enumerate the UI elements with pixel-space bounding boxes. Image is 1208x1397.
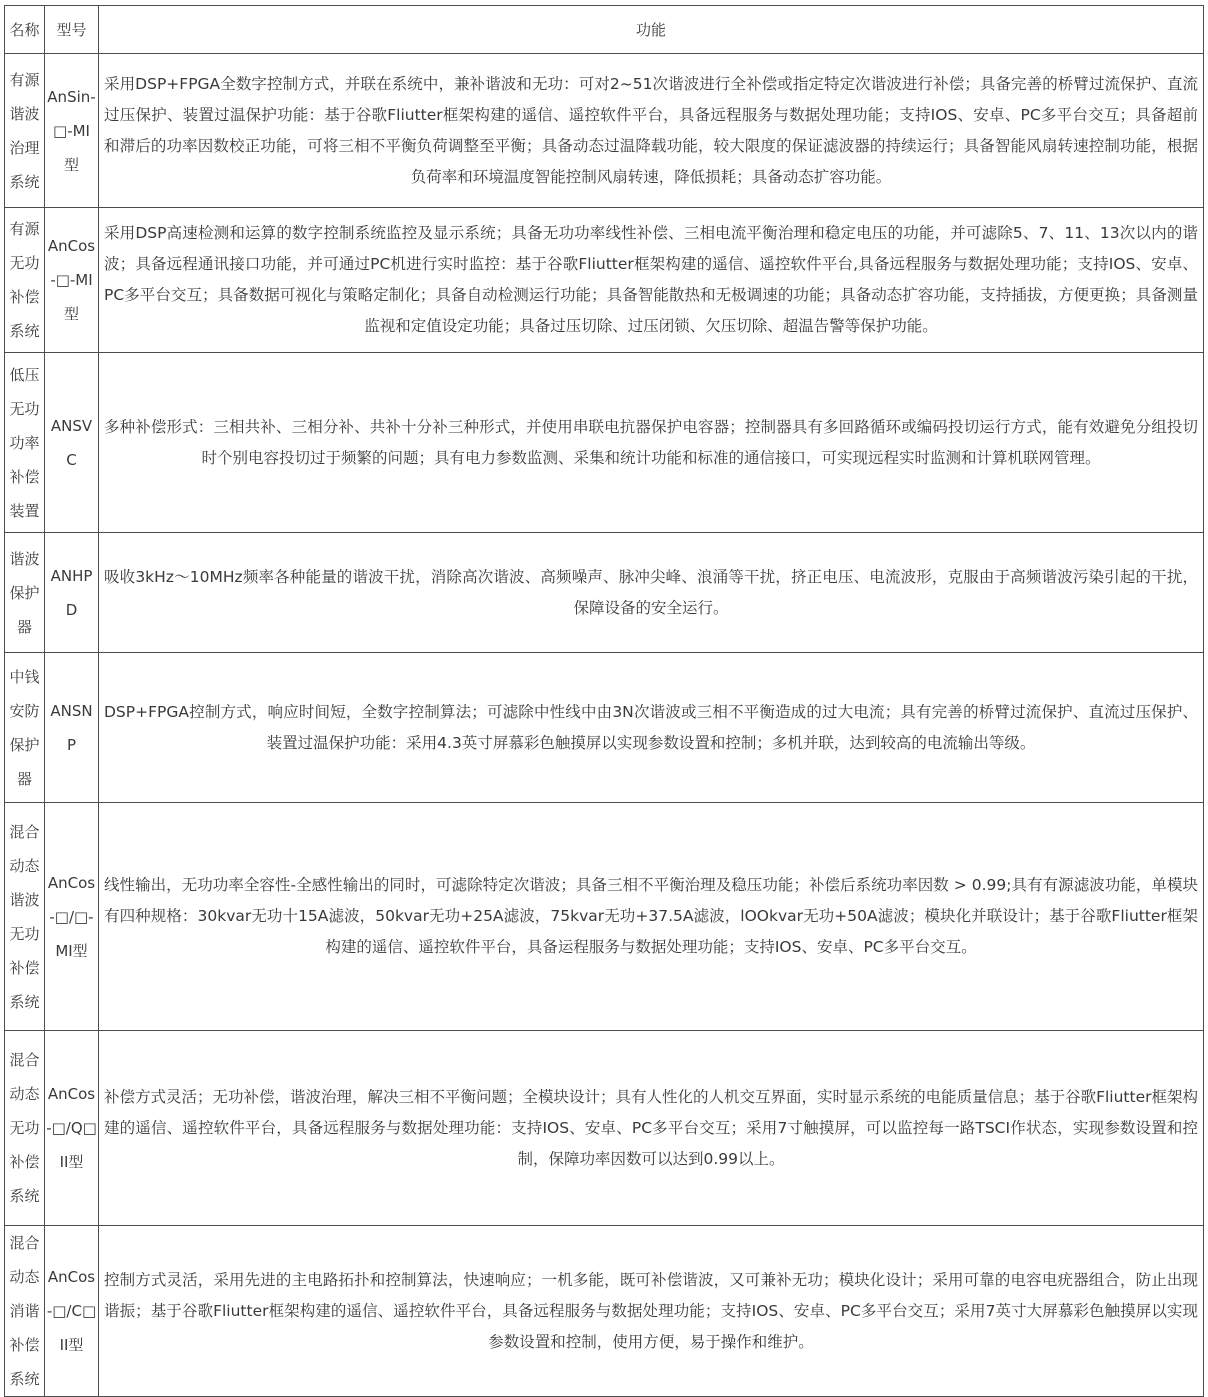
- product-function: 多种补偿形式：三相共补、三相分补、共补十分补三种形式，并使用串联电抗器保护电容器；控制器具有多回路循环或编码投切运行方式，能有效避免分组投切时个别电容投切过于频繁的问题；具有电力参数监测、采集和统计功能和标准的通信接口，可实现远程实时监测和计算机联网管理。: [99, 353, 1204, 533]
- header-model: 型号: [45, 6, 99, 54]
- table-row: [5, 653, 1204, 803]
- header-name: 名称: [5, 6, 45, 54]
- product-name: 有源无功补偿系统: [5, 208, 45, 353]
- table-row: [5, 1226, 1204, 1397]
- product-spec-table: [4, 5, 1204, 1397]
- product-name: 中钱安防保护器: [5, 653, 45, 803]
- product-model: AnCos-□/Q□II型: [45, 1031, 99, 1226]
- table-row: [5, 208, 1204, 353]
- product-model: AnCos-□-MI型: [45, 208, 99, 353]
- product-function: 补偿方式灵活；无功补偿，谐波治理，解决三相不平衡问题；全模块设计；具有人性化的人机交互界面，实时显示系统的电能质量信息；基于谷歌Fliutter框架构建的遥信、遥控软件平台，具备远程服务与数据处理功能：支持IOS、安卓、PC多平台交互；采用7寸触摸屏，可以监控每一路TSCI作状态，实现参数设置和控制，保障功率因数可以达到0.99以上。: [99, 1031, 1204, 1226]
- product-model: AnCos-□/□-MI型: [45, 803, 99, 1031]
- product-name: 有源谐波治理系统: [5, 54, 45, 208]
- table-row: [5, 54, 1204, 208]
- product-function: 线性输出，无功功率全容性-全感性输出的同时，可滤除特定次谐波；具备三相不平衡治理及稳压功能；补偿后系统功率因数 > 0.99;具有有源滤波功能，单模块有四种规格：30kvar无功十15A滤波，50kvar无功+25A滤波，75kvar无功+37.5A滤波，lOOkvar无功+50A滤波；模块化并联设计；基于谷歌Fliutter框架构建的遥信、遥控软件平台，具备运程服务与数据处理功能；支持IOS、安卓、PC多平台交互。: [99, 803, 1204, 1031]
- product-name: 混合动态谐波无功补偿系统: [5, 803, 45, 1031]
- product-function: 控制方式灵活，采用先进的主电路拓扑和控制算法，快速响应；一机多能，既可补偿谐波，又可兼补无功；模块化设计；采用可靠的电容电疣器组合，防止出现谐振；基于谷歌Fliutter框架构建的遥信、遥控软件平台，具备远程服务与数据处理功能；支持IOS、安卓、PC多平台交互；采用7英寸大屏慕彩色触摸屏以实现参数设置和控制，使用方便，易于操作和维护。: [99, 1226, 1204, 1397]
- product-model: ANHPD: [45, 533, 99, 653]
- product-function: 采用DSP+FPGA全数字控制方式，并联在系统中，兼补谐波和无功：可对2~51次谐波进行全补偿或指定特定次谐波进行补偿；具备完善的桥臂过流保护、直流过压保护、装置过温保护功能：基于谷歌Fliutter框架构建的遥信、遥控软件平台，具备远程服务与数据处理功能；支持IOS、安卓、PC多平台交互；具备超前和滞后的功率因数校正功能，可将三相不平衡负荷调整至平衡；具备动态过温降载功能，较大限度的保证滤波器的持续运行；具备智能风扇转速控制功能，根据负荷率和环境温度智能控制风扇转速，降低损耗；具备动态扩容功能。: [99, 54, 1204, 208]
- product-function: 采用DSP高速检测和运算的数字控制系统监控及显示系统；具备无功功率线性补偿、三相电流平衡治理和稳定电压的功能，并可滤除5、7、11、13次以内的谐波；具备远程通讯接口功能，并可通过PC机进行实时监控：基于谷歌Fliutter框架构建的遥信、遥控软件平台,具备远程服务与数据处理功能；支持IOS、安卓、PC多平台交互；具备数据可视化与策略定制化；具备自动检测运行功能；具备智能散热和无极调速的功能；具备动态扩容功能，支持插拔，方便更换；具备测量监视和定值设定功能；具备过压切除、过压闭锁、欠压切除、超温告警等保护功能。: [99, 208, 1204, 353]
- product-model: AnCos-□/C□II型: [45, 1226, 99, 1397]
- product-model: AnSin-□-MI型: [45, 54, 99, 208]
- header-function: 功能: [99, 6, 1204, 54]
- product-function: 吸收3kHz〜10MHz频率各种能量的谐波干扰，消除高次谐波、高频噪声、脉冲尖峰、浪涌等干扰，挤正电压、电流波形，克服由于高频谐波污染引起的干扰，保障设备的安全运行。: [99, 533, 1204, 653]
- product-function: DSP+FPGA控制方式，响应时间短，全数字控制算法；可滤除中性线中由3N次谐波或三相不平衡造成的过大电流；具有完善的桥臂过流保护、直流过压保护、装置过温保护功能：采用4.3英寸屏慕彩色触摸屏以实现参数设置和控制；多机并联，达到较高的电流输出等级。: [99, 653, 1204, 803]
- table-row: [5, 533, 1204, 653]
- product-model: ANSVC: [45, 353, 99, 533]
- table-row: [5, 1031, 1204, 1226]
- product-name: 谐波保护器: [5, 533, 45, 653]
- table-row: [5, 353, 1204, 533]
- product-name: 低压无功功率补偿装置: [5, 353, 45, 533]
- table-row: [5, 803, 1204, 1031]
- product-model: ANSNP: [45, 653, 99, 803]
- header-row: [5, 6, 1204, 54]
- product-name: 混合动态消谐补偿系统: [5, 1226, 45, 1397]
- product-name: 混合动态无功补偿系统: [5, 1031, 45, 1226]
